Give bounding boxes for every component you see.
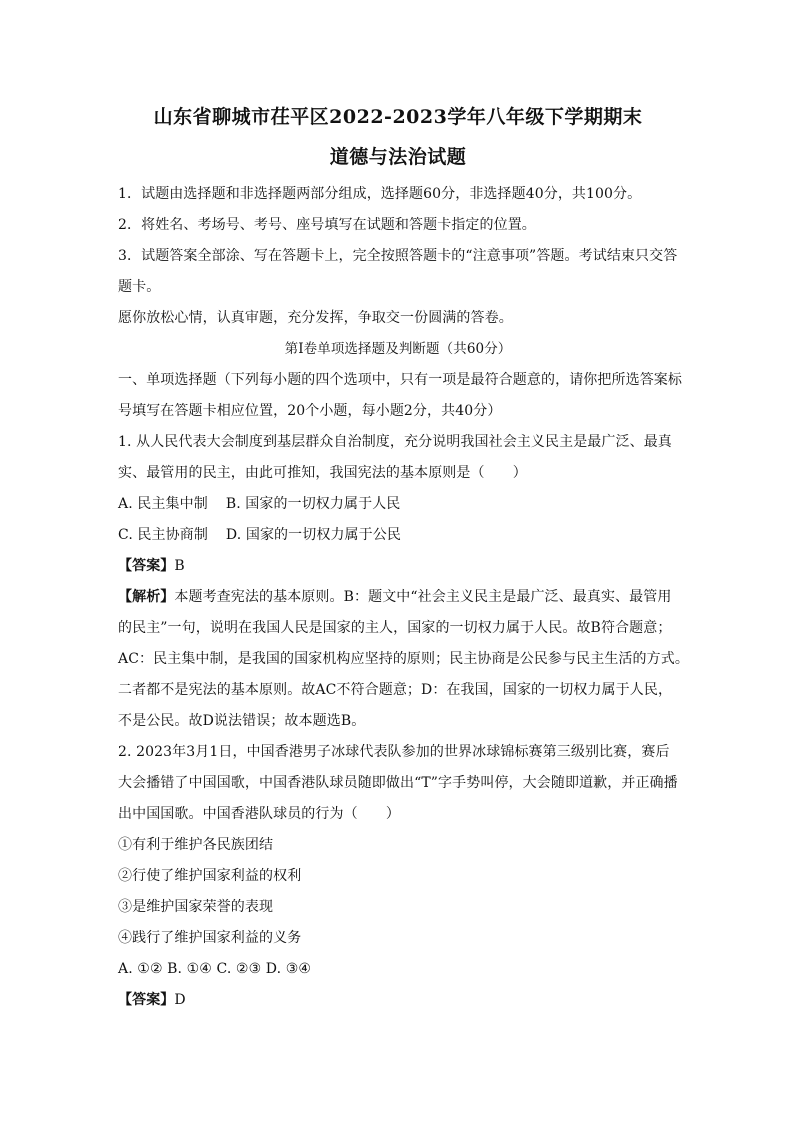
encouragement: 愿你放松心情，认真审题，充分发挥，争取交一份圆满的答卷。 xyxy=(118,310,513,326)
q1-analysis-line-3: AC：民主集中制，是我国的国家机构应坚持的原则；民主协商是公民参与民主生活的方式。 xyxy=(118,651,689,667)
q1-stem-line-2: 实、最管用的民主，由此可推知，我国宪法的基本原则是（ ） xyxy=(118,465,527,481)
q1-analysis-line-1 xyxy=(118,582,678,613)
q1-answer-value: B xyxy=(174,558,185,574)
q1-analysis-line-5: 不是公民。故D说法错误；故本题选B。 xyxy=(118,713,366,729)
instructions xyxy=(118,179,678,334)
q1-options-row-2 xyxy=(118,520,678,551)
q1-option-a: A. 民主集中制 xyxy=(118,496,208,512)
part-intro-line-2: 号填写在答题卡相应位置，20个小题，每小题2分，共40分） xyxy=(118,403,502,419)
q1-stem-line-1: 1. 从人民代表大会制度到基层群众自治制度，充分说明我国社会主义民主是最广泛、最真 xyxy=(118,434,672,450)
q2-item-3: ③是维护国家荣誉的表现 xyxy=(118,899,274,915)
q2-stem-line-3: 出中国国歌。中国香港队球员的行为（ ） xyxy=(118,806,400,822)
instruction-3-cont: 题卡。 xyxy=(118,279,161,295)
q1-answer-label: 【答案】 xyxy=(118,558,175,574)
q1-analysis-line-4: 二者都不是宪法的基本原则。故AC不符合题意；D：在我国，国家的一切权力属于人民， xyxy=(118,682,673,698)
q2-stem-line-2: 大会播错了中国国歌，中国香港队球员随即做出“T”字手势叫停，大会随即道歉，并正确播 xyxy=(118,775,678,791)
page-title: 山东省聊城市茌平区2022-2023学年八年级下学期期末 xyxy=(153,106,643,128)
page-subtitle: 道德与法治试题 xyxy=(329,146,467,168)
part-intro-line-1: 一、单项选择题（下列每小题的四个选项中，只有一项是最符合题意的，请你把所选答案标 xyxy=(118,372,682,388)
q1-analysis-text-1: 本题考查宪法的基本原则。B：题文中“社会主义民主是最广泛、最真实、最管用 xyxy=(174,589,672,605)
q2-item-4: ④践行了维护国家利益的义务 xyxy=(118,930,302,946)
q2-answer xyxy=(118,985,678,1016)
q1-option-b: B. 国家的一切权力属于人民 xyxy=(225,496,401,512)
question-2 xyxy=(118,737,678,1016)
q2-stem-line-1: 2. 2023年3月1日，中国香港男子冰球代表队参加的世界冰球锦标赛第三级别比赛，赛后 xyxy=(118,744,670,760)
q1-analysis-label: 【解析】 xyxy=(118,589,175,605)
q2-item-2: ②行使了维护国家利益的权利 xyxy=(118,868,302,884)
q2-answer-value: D xyxy=(174,992,186,1008)
instruction-2: 2．将姓名、考场号、考号、座号填写在试题和答题卡指定的位置。 xyxy=(118,217,536,233)
question-1 xyxy=(118,427,689,737)
q1-answer xyxy=(118,551,678,582)
section-heading: 第Ⅰ卷单项选择题及判断题（共60分） xyxy=(284,341,512,357)
q1-option-d: D. 国家的一切权力属于公民 xyxy=(225,527,401,543)
q2-options: A. ①② B. ①④ C. ②③ D. ③④ xyxy=(118,961,311,977)
q1-analysis-line-2: 的民主”一句，说明在我国人民是国家的主人，国家的一切权力属于人民。故B符合题意； xyxy=(118,620,672,636)
q1-option-c: C. 民主协商制 xyxy=(118,527,208,543)
instruction-1: 1．试题由选择题和非选择题两部分组成，选择题60分，非选择题40分，共100分。 xyxy=(118,186,642,202)
q1-options-row-1 xyxy=(118,489,678,520)
q2-answer-label: 【答案】 xyxy=(118,992,175,1008)
q2-item-1: ①有利于维护各民族团结 xyxy=(118,837,274,853)
exam-page xyxy=(118,96,689,1016)
instruction-3: 3．试题答案全部涂、写在答题卡上，完全按照答题卡的“注意事项”答题。考试结束只交答 xyxy=(118,248,678,264)
